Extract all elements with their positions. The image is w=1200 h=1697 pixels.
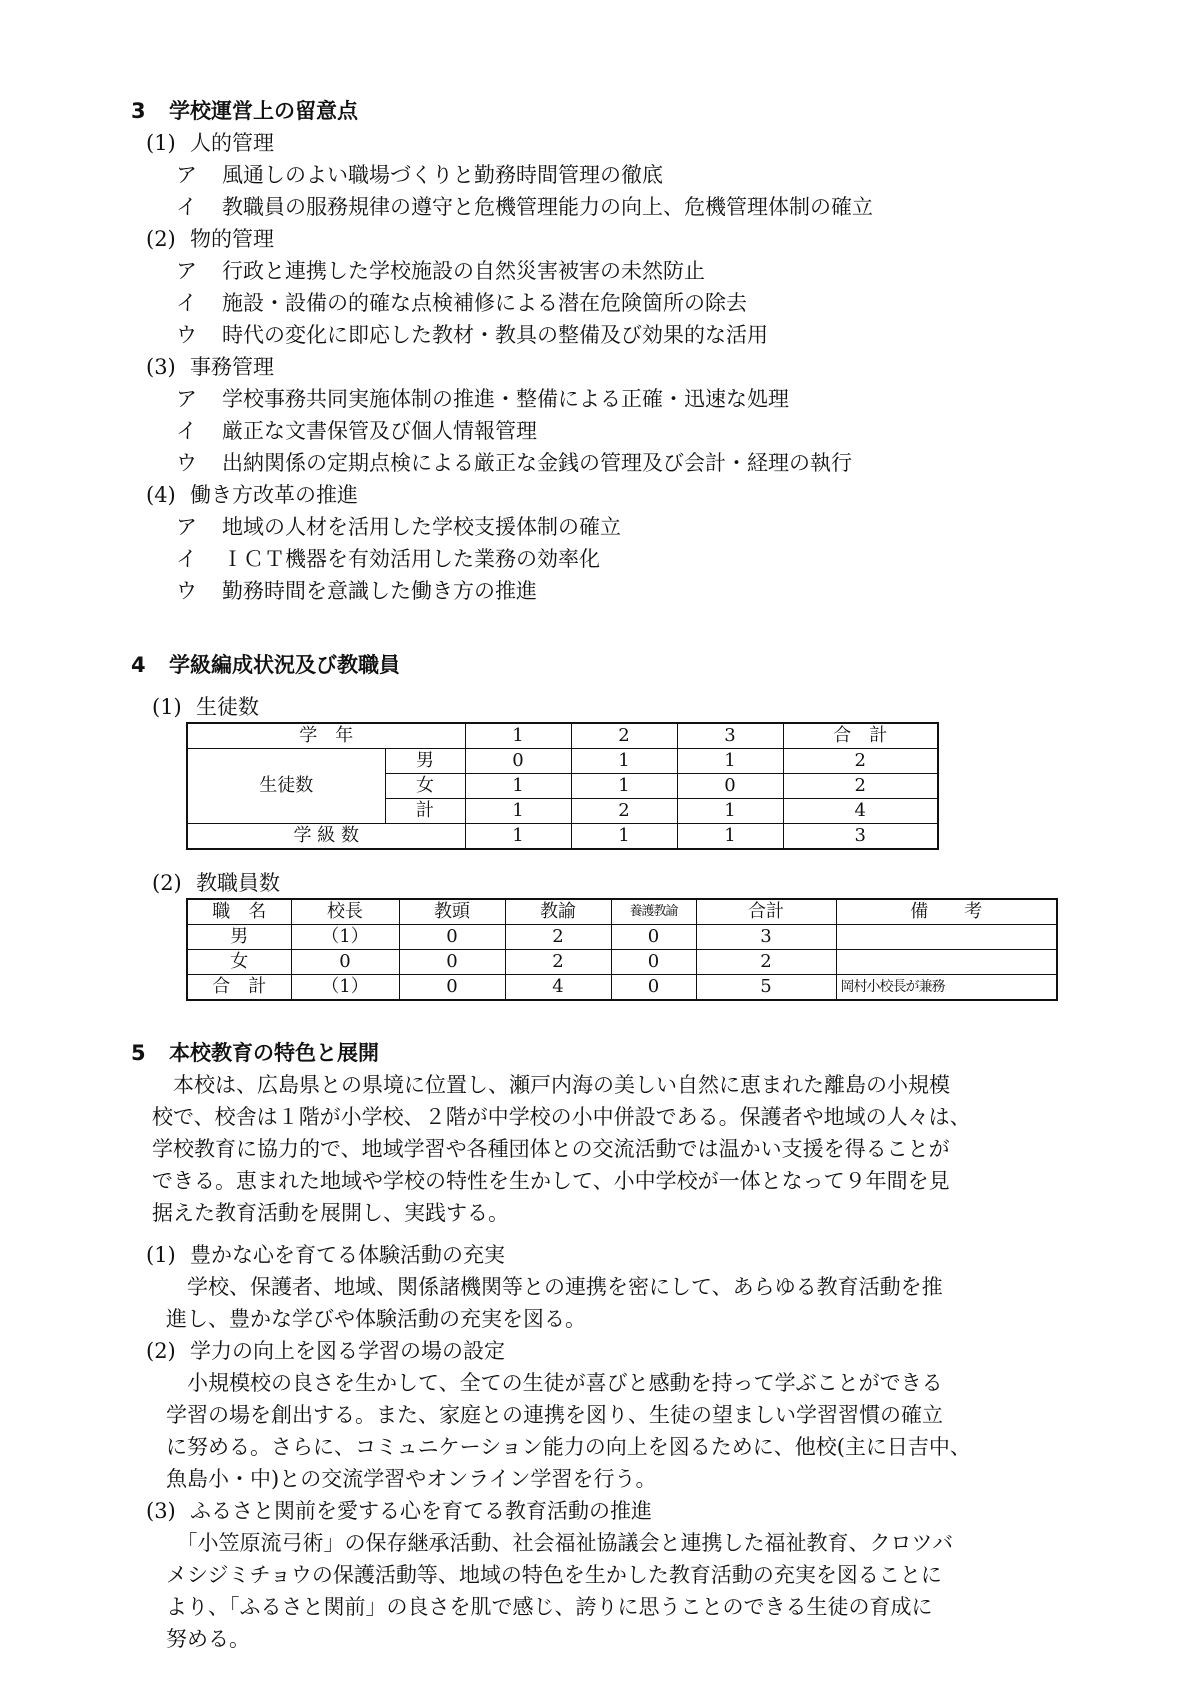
- staff-table: [186, 898, 1058, 1001]
- students-table-heading: (1) 生徒数: [152, 695, 259, 719]
- students-table: [186, 722, 939, 850]
- subsection-5-2-heading: (2) 学力の向上を図る学習の場の設定: [146, 1339, 505, 1363]
- paragraph-line: に努める。さらに、コミュニケーション能力の向上を図るために、他校(主に日吉中、: [166, 1435, 971, 1459]
- cell: 合 計: [187, 975, 291, 1001]
- cell: 2: [571, 799, 677, 824]
- list-item: ア 風通しのよい職場づくりと勤務時間管理の徹底: [176, 163, 663, 187]
- cell: 1: [571, 749, 677, 774]
- paragraph-line: 努める。: [166, 1627, 250, 1651]
- cell: 2: [696, 950, 836, 975]
- grade-3-header: 3: [677, 723, 783, 749]
- list-item: ア 地域の人材を活用した学校支援体制の確立: [176, 515, 621, 539]
- note-cell: [836, 950, 1057, 975]
- table-row: [187, 950, 1057, 975]
- list-item: イ ＩＣＴ機器を有効活用した業務の効率化: [176, 547, 600, 571]
- paragraph-line: 校で、校舎は１階が小学校、２階が中学校の小中併設である。保護者や地域の人々は、: [152, 1105, 971, 1129]
- list-item: イ 教職員の服務規律の遵守と危機管理能力の向上、危機管理体制の確立: [176, 195, 873, 219]
- section-4-heading: 4 学級編成状況及び教職員: [131, 653, 400, 677]
- note-cell: 岡村小校長が兼務: [836, 975, 1057, 1001]
- paragraph-line: 据えた教育活動を展開し、実践する。: [152, 1201, 509, 1225]
- paragraph-line: より、「ふるさと関前」の良さを肌で感じ、誇りに思うことのできる生徒の育成に: [166, 1595, 933, 1619]
- paragraph-line: 小規模校の良さを生かして、全ての生徒が喜びと感動を持って学ぶことができる: [166, 1371, 943, 1395]
- cell: 1: [571, 824, 677, 850]
- cell: 1: [677, 824, 783, 850]
- grade-2-header: 2: [571, 723, 677, 749]
- table-row: [187, 899, 1057, 925]
- grade-1-header: 1: [465, 723, 571, 749]
- subsection-5-3-heading: (3) ふるさと関前を愛する心を育てる教育活動の推進: [146, 1499, 652, 1523]
- cell: 0: [399, 975, 505, 1001]
- cell: 1: [465, 799, 571, 824]
- row-label: 女: [385, 774, 465, 799]
- cell: （1）: [291, 925, 399, 950]
- list-item: ア 学校事務共同実施体制の推進・整備による正確・迅速な処理: [176, 387, 789, 411]
- list-item: ウ 時代の変化に即応した教材・教具の整備及び効果的な活用: [176, 323, 768, 347]
- cell: 0: [291, 950, 399, 975]
- list-item: ウ 勤務時間を意識した働き方の推進: [176, 579, 537, 603]
- cell: 男: [187, 925, 291, 950]
- paragraph-line: 「小笠原流弓術」の保存継承活動、社会福祉協議会と連携した福祉教育、クロツバ: [166, 1531, 954, 1555]
- cell: 1: [465, 824, 571, 850]
- paragraph-line: 学校教育に協力的で、地域学習や各種団体との交流活動では温かい支援を得ることが: [152, 1137, 950, 1161]
- total-header: 合 計: [783, 723, 938, 749]
- note-cell: [836, 925, 1057, 950]
- cell: 2: [783, 774, 938, 799]
- header-cell: 合計: [696, 899, 836, 925]
- cell: 2: [505, 925, 611, 950]
- row-label: 計: [385, 799, 465, 824]
- paragraph-line: 学校、保護者、地域、関係諸機関等との連携を密にして、あらゆる教育活動を推: [166, 1275, 943, 1299]
- paragraph-line: できる。恵まれた地域や学校の特性を生かして、小中学校が一体となって９年間を見: [152, 1169, 950, 1193]
- list-item: ア 行政と連携した学校施設の自然災害被害の未然防止: [176, 259, 705, 283]
- student-count-label: 生徒数: [187, 749, 385, 824]
- header-cell: 校長: [291, 899, 399, 925]
- cell: 0: [465, 749, 571, 774]
- cell: 0: [399, 925, 505, 950]
- header-cell: 教頭: [399, 899, 505, 925]
- subsection-3-2-heading: (2) 物的管理: [146, 227, 274, 251]
- paragraph-line: 本校は、広島県との県境に位置し、瀬戸内海の美しい自然に恵まれた離島の小規模: [152, 1073, 950, 1097]
- cell: 3: [696, 925, 836, 950]
- subsection-3-4-heading: (4) 働き方改革の推進: [146, 483, 358, 507]
- cell: 3: [783, 824, 938, 850]
- cell: （1）: [291, 975, 399, 1001]
- section-3-heading: 3 学校運営上の留意点: [131, 99, 358, 123]
- row-label: 男: [385, 749, 465, 774]
- paragraph-line: 魚島小・中)との交流学習やオンライン学習を行う。: [166, 1467, 657, 1491]
- table-row: [187, 975, 1057, 1001]
- cell: 0: [399, 950, 505, 975]
- cell: 1: [571, 774, 677, 799]
- table-row: [187, 925, 1057, 950]
- subsection-5-1-heading: (1) 豊かな心を育てる体験活動の充実: [146, 1243, 505, 1267]
- header-cell: 備 考: [836, 899, 1057, 925]
- header-cell: 教諭: [505, 899, 611, 925]
- cell: 2: [783, 749, 938, 774]
- table-row: [187, 723, 938, 749]
- list-item: イ 厳正な文書保管及び個人情報管理: [176, 419, 537, 443]
- table-row: [187, 749, 938, 774]
- paragraph-line: 進し、豊かな学びや体験活動の充実を図る。: [166, 1307, 586, 1331]
- table-row: [187, 824, 938, 850]
- staff-table-heading: (2) 教職員数: [152, 871, 280, 895]
- cell: 0: [611, 950, 696, 975]
- cell: 0: [611, 975, 696, 1001]
- cell: 2: [505, 950, 611, 975]
- paragraph-line: 学習の場を創出する。また、家庭との連携を図り、生徒の望ましい学習習慣の確立: [166, 1403, 943, 1427]
- cell: 0: [611, 925, 696, 950]
- class-count-label: 学 級 数: [187, 824, 465, 850]
- cell: 1: [677, 799, 783, 824]
- cell: 1: [465, 774, 571, 799]
- cell: 女: [187, 950, 291, 975]
- cell: 4: [505, 975, 611, 1001]
- cell: 5: [696, 975, 836, 1001]
- subsection-3-1-heading: (1) 人的管理: [146, 131, 274, 155]
- list-item: イ 施設・設備の的確な点検補修による潜在危険箇所の除去: [176, 291, 747, 315]
- cell: 4: [783, 799, 938, 824]
- cell: 0: [677, 774, 783, 799]
- list-item: ウ 出納関係の定期点検による厳正な金銭の管理及び会計・経理の執行: [176, 451, 852, 475]
- paragraph-line: メシジミチョウの保護活動等、地域の特色を生かした教育活動の充実を図ることに: [166, 1563, 942, 1587]
- grade-header: 学 年: [187, 723, 465, 749]
- section-5-heading: 5 本校教育の特色と展開: [131, 1041, 379, 1065]
- header-cell: 職 名: [187, 899, 291, 925]
- cell: 1: [677, 749, 783, 774]
- header-cell: 養護教諭: [611, 899, 696, 925]
- subsection-3-3-heading: (3) 事務管理: [146, 355, 274, 379]
